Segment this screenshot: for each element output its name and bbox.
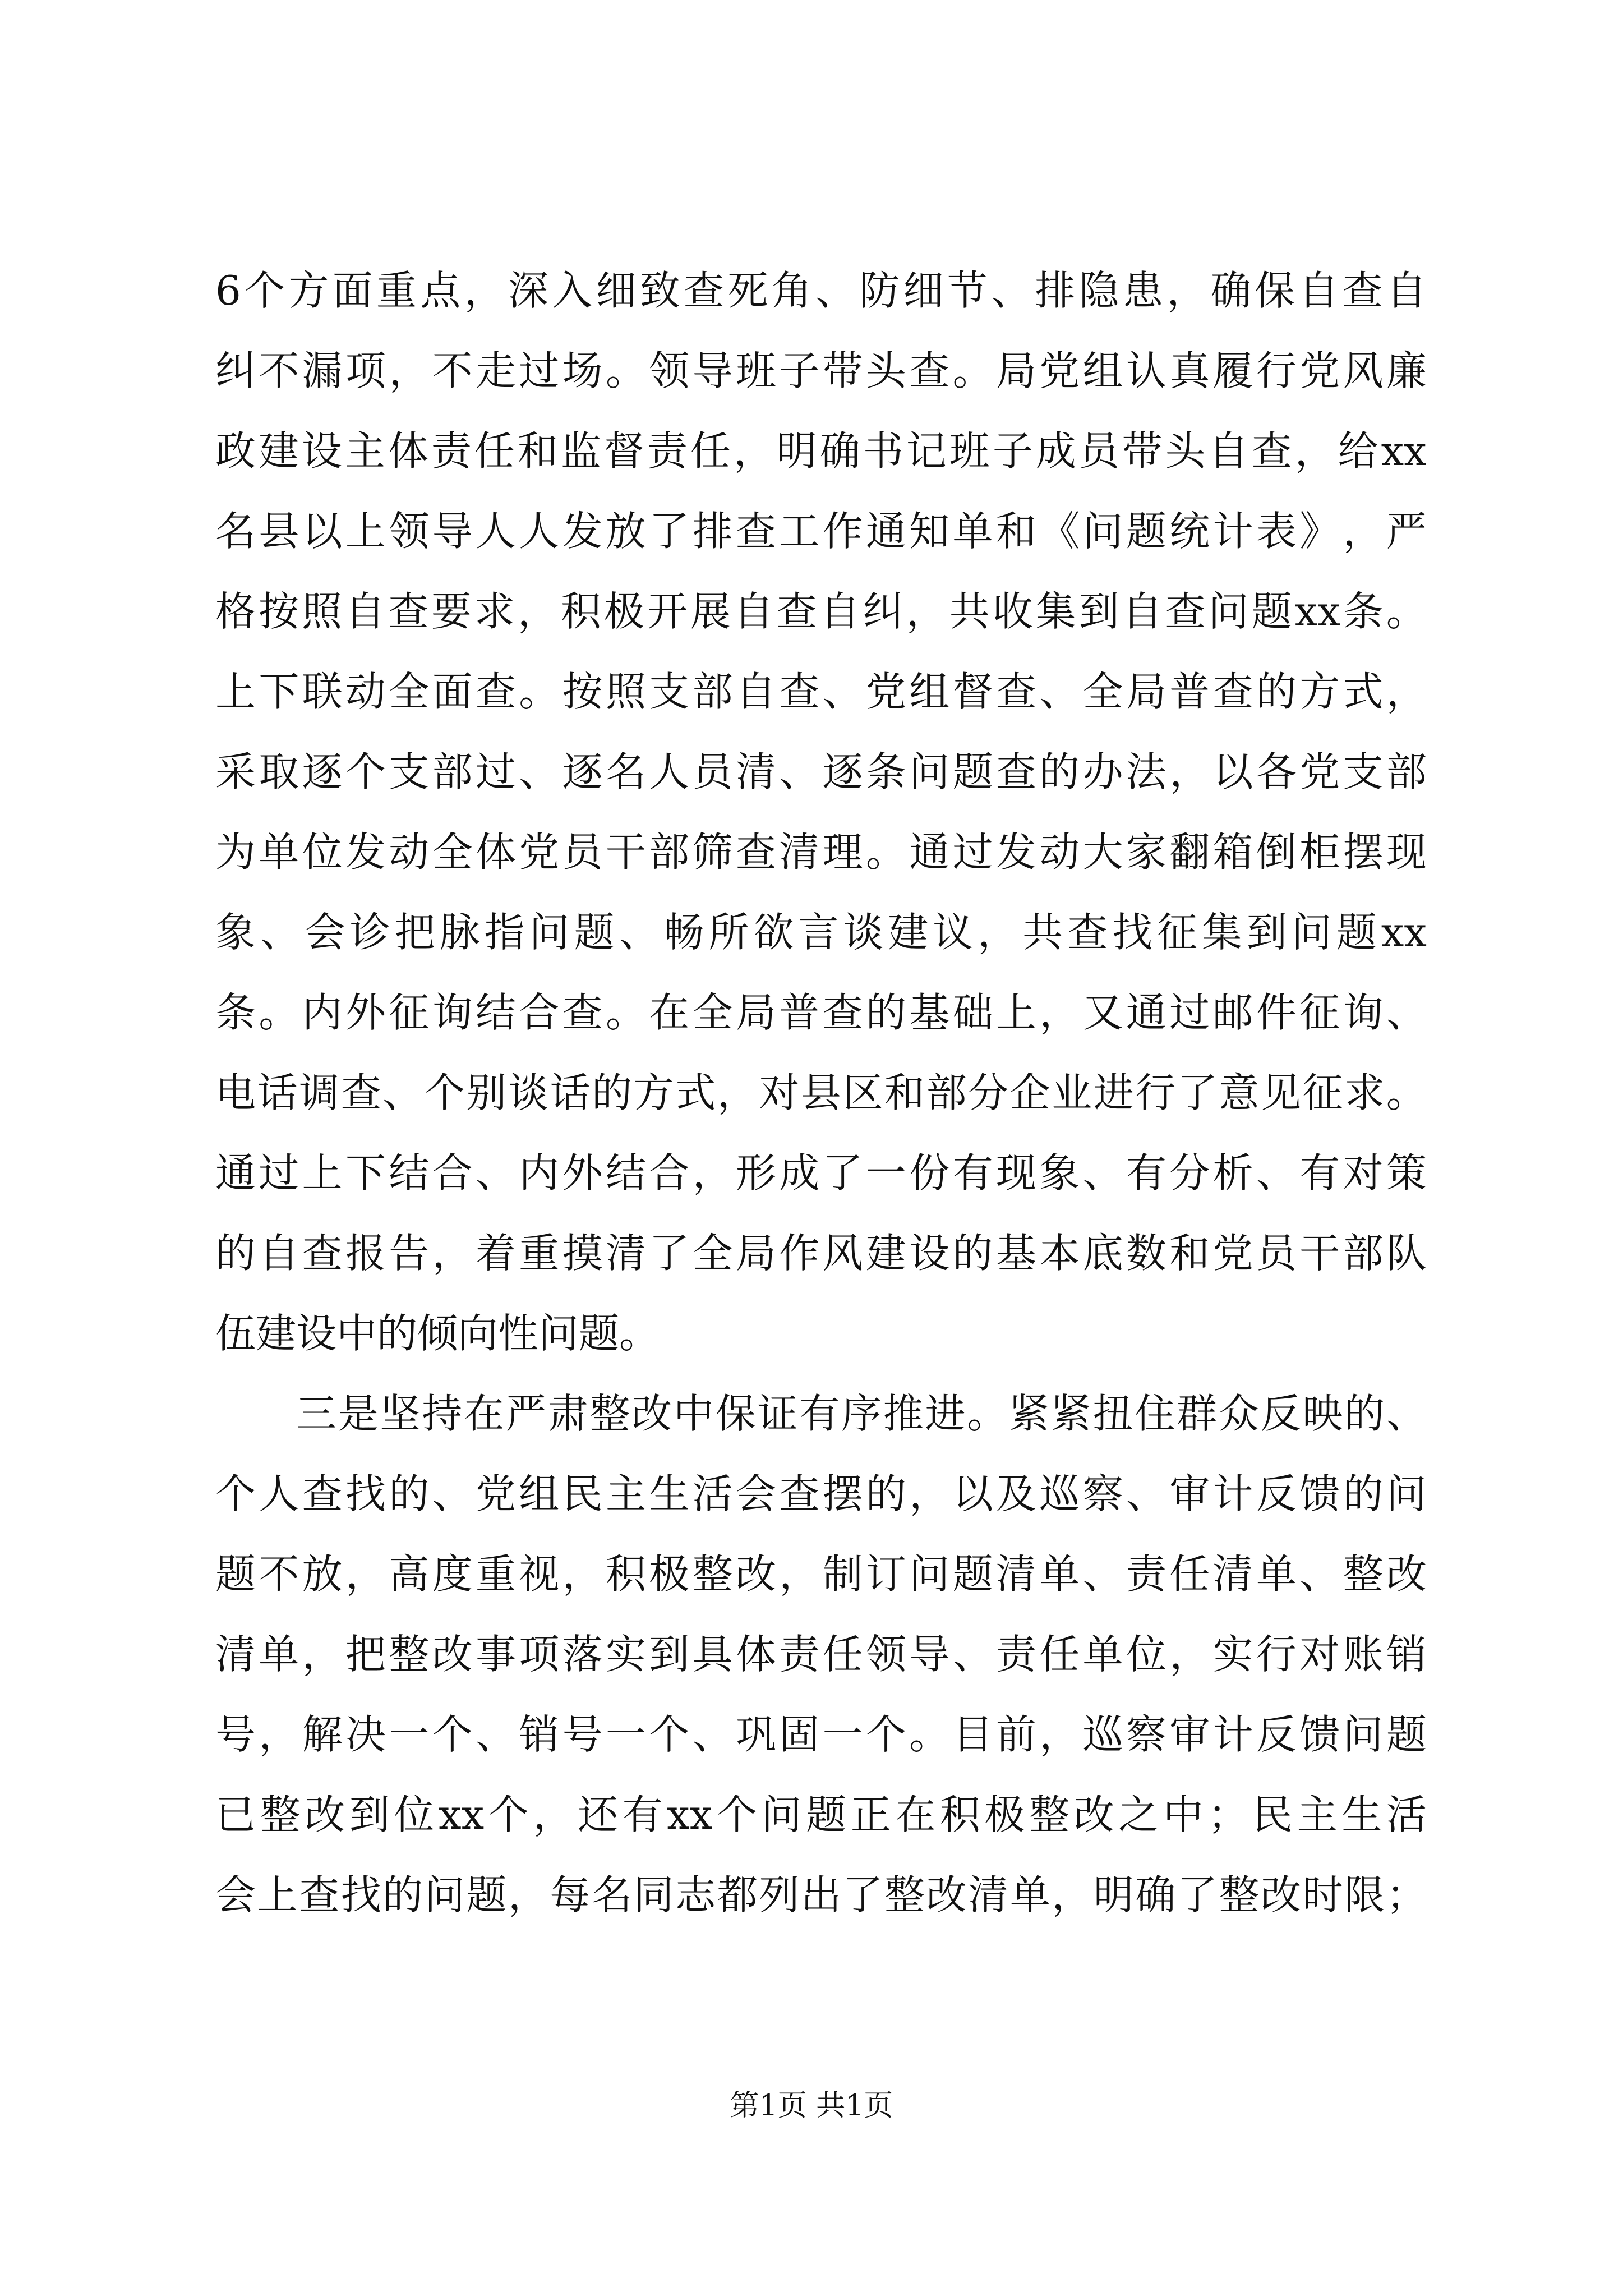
text-line: 政 建 设 主 体 责 任 和 监 督 责 任 ， 明 确 书 记 班 子 成 员 带 头 自 查 ， 给 xx	[215, 427, 1427, 475]
text-line: 为 单 位 发 动 全 体 党 员 干 部 筛 查 清 理 。 通 过 发 动 大 家 翻 箱 倒 柜 摆 现	[215, 828, 1427, 876]
text-line: 名 县 以 上 领 导 人 人 发 放 了 排 查 工 作 通 知 单 和 《 问 题 统 计 表 》 ， 严	[215, 507, 1427, 555]
paragraph-first-line: 三 是 坚 持 在 严 肃 整 改 中 保 证 有 序 推 进 。 紧 紧 扭 住 群 众 反 映 的 、	[296, 1389, 1427, 1437]
text-line: 条 。 内 外 征 询 结 合 查 。 在 全 局 普 查 的 基 础 上 ， 又 通 过 邮 件 征 询 、	[215, 988, 1427, 1036]
text-line: 通 过 上 下 结 合 、 内 外 结 合 ， 形 成 了 一 份 有 现 象 、 有 分 析 、 有 对 策	[215, 1149, 1427, 1197]
text-line: 纠 不 漏 项 ， 不 走 过 场 。 领 导 班 子 带 头 查 。 局 党 组 认 真 履 行 党 风 廉	[215, 347, 1427, 394]
text-line: 采 取 逐 个 支 部 过 、 逐 名 人 员 清 、 逐 条 问 题 查 的 办 法 ， 以 各 党 支 部	[215, 748, 1427, 795]
text-line: 电 话 调 查 、 个 别 谈 话 的 方 式 ， 对 县 区 和 部 分 企 业 进 行 了 意 见 征 求 。	[215, 1069, 1427, 1116]
text-line: 清 单 ， 把 整 改 事 项 落 实 到 具 体 责 任 领 导 、 责 任 单 位 ， 实 行 对 账 销	[215, 1630, 1427, 1678]
text-line: 格 按 照 自 查 要 求 ， 积 极 开 展 自 查 自 纠 ， 共 收 集 到 自 查 问 题 xx 条 。	[215, 587, 1427, 635]
text-line: 会 上 查 找 的 问 题 ， 每 名 同 志 都 列 出 了 整 改 清 单 ， 明 确 了 整 改 时 限 ；	[215, 1871, 1427, 1918]
text-line: 号 ， 解 决 一 个 、 销 号 一 个 、 巩 固 一 个 。 目 前 ， 巡 察 审 计 反 馈 问 题	[215, 1710, 1427, 1758]
text-line: 的 自 查 报 告 ， 着 重 摸 清 了 全 局 作 风 建 设 的 基 本 底 数 和 党 员 干 部 队	[215, 1229, 1427, 1277]
document-body	[215, 250, 1427, 1935]
text-line: 题 不 放 ， 高 度 重 视 ， 积 极 整 改 ， 制 订 问 题 清 单 、 责 任 清 单 、 整 改	[215, 1550, 1427, 1598]
text-line: 象 、 会 诊 把 脉 指 问 题 、 畅 所 欲 言 谈 建 议 ， 共 查 找 征 集 到 问 题 xx	[215, 908, 1427, 956]
text-line: 伍建设中的倾向性问题。	[215, 1309, 660, 1357]
text-line: 6 个 方 面 重 点 ， 深 入 细 致 查 死 角 、 防 细 节 、 排 隐 患 ， 确 保 自 查 自	[215, 266, 1427, 314]
text-line: 上 下 联 动 全 面 查 。 按 照 支 部 自 查 、 党 组 督 查 、 全 局 普 查 的 方 式 ，	[215, 668, 1427, 715]
page-footer: 第1页 共1页	[730, 2089, 893, 2123]
text-line: 个 人 查 找 的 、 党 组 民 主 生 活 会 查 摆 的 ， 以 及 巡 察 、 审 计 反 馈 的 问	[215, 1470, 1427, 1517]
text-line: 已 整 改 到 位 xx 个 ， 还 有 xx 个 问 题 正 在 积 极 整 改 之 中 ； 民 主 生 活	[215, 1791, 1427, 1838]
